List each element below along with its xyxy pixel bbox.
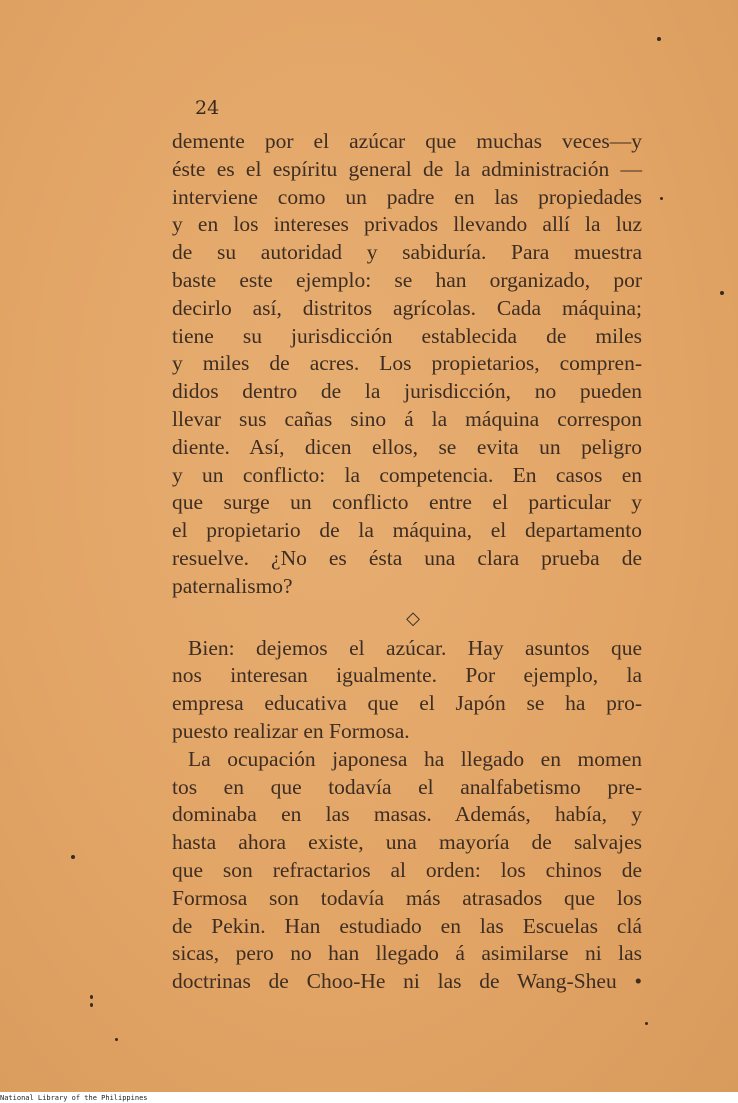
text-line: de Pekin. Han estudiado en las Escuelas clá xyxy=(172,913,642,938)
text-line: y un conflicto: la competencia. En casos en xyxy=(172,462,642,487)
body-text xyxy=(172,128,642,996)
text-line: que surge un conflicto entre el particular y xyxy=(172,490,642,515)
text-line: interviene como un padre en las propiedades xyxy=(172,184,642,209)
text-line: tiene su jurisdicción establecida de miles xyxy=(172,323,642,348)
text-line: llevar sus cañas sino á la máquina correspon xyxy=(172,406,642,431)
text-line: didos dentro de la jurisdicción, no pueden xyxy=(172,379,642,404)
text-line: que son refractarios al orden: los chinos de xyxy=(172,857,642,882)
text-line: paternalismo? xyxy=(172,573,293,598)
scan-speck xyxy=(660,197,663,200)
text-line: éste es el espíritu general de la administración — xyxy=(172,156,642,181)
scan-speck xyxy=(71,855,75,859)
scan-speck xyxy=(115,1038,118,1041)
text-line: decirlo así, distritos agrícolas. Cada máquina; xyxy=(172,295,642,320)
text-line: baste este ejemplo: se han organizado, por xyxy=(172,267,642,292)
page-number: 24 xyxy=(195,97,220,119)
text-line: puesto realizar en Formosa. xyxy=(172,718,410,743)
text-line: empresa educativa que el Japón se ha pro- xyxy=(172,691,642,716)
text-line: y en los intereses privados llevando allí la luz xyxy=(172,212,642,237)
text-line: La ocupación japonesa ha llegado en momen xyxy=(188,746,642,771)
text-line: hasta ahora existe, una mayoría de salvajes xyxy=(172,830,642,855)
text-line: sicas, pero no han llegado á asimilarse ni las xyxy=(172,941,642,966)
library-credit: National Library of the Philippines xyxy=(0,1094,148,1102)
scan-speck xyxy=(645,1022,648,1025)
text-line: tos en que todavía el analfabetismo pre- xyxy=(172,774,642,799)
scan-speck xyxy=(720,291,724,295)
text-line: resuelve. ¿No es ésta una clara prueba de xyxy=(172,545,642,570)
paragraph-group xyxy=(172,635,642,996)
scan-speck xyxy=(90,995,93,999)
scan-speck xyxy=(657,37,661,41)
section-ornament: ◇ xyxy=(406,607,420,628)
scan-speck xyxy=(90,1003,93,1007)
text-line: diente. Así, dicen ellos, se evita un peligro xyxy=(172,434,642,459)
text-line: demente por el azúcar que muchas veces—y xyxy=(172,129,642,153)
text-line: y miles de acres. Los propietarios, compren- xyxy=(172,351,642,376)
text-line: de su autoridad y sabiduría. Para muestra xyxy=(172,240,642,265)
text-line: doctrinas de Choo-He ni las de Wang-Sheu • xyxy=(172,969,642,994)
text-line: el propietario de la máquina, el departamento xyxy=(172,518,642,543)
text-line: dominaba en las masas. Además, había, y xyxy=(172,802,642,827)
text-line: Bien: dejemos el azúcar. Hay asuntos que xyxy=(188,635,642,660)
paragraph-continued xyxy=(172,128,642,601)
text-line: nos interesan igualmente. Por ejemplo, la xyxy=(172,663,642,688)
text-line: Formosa son todavía más atrasados que los xyxy=(172,885,642,910)
